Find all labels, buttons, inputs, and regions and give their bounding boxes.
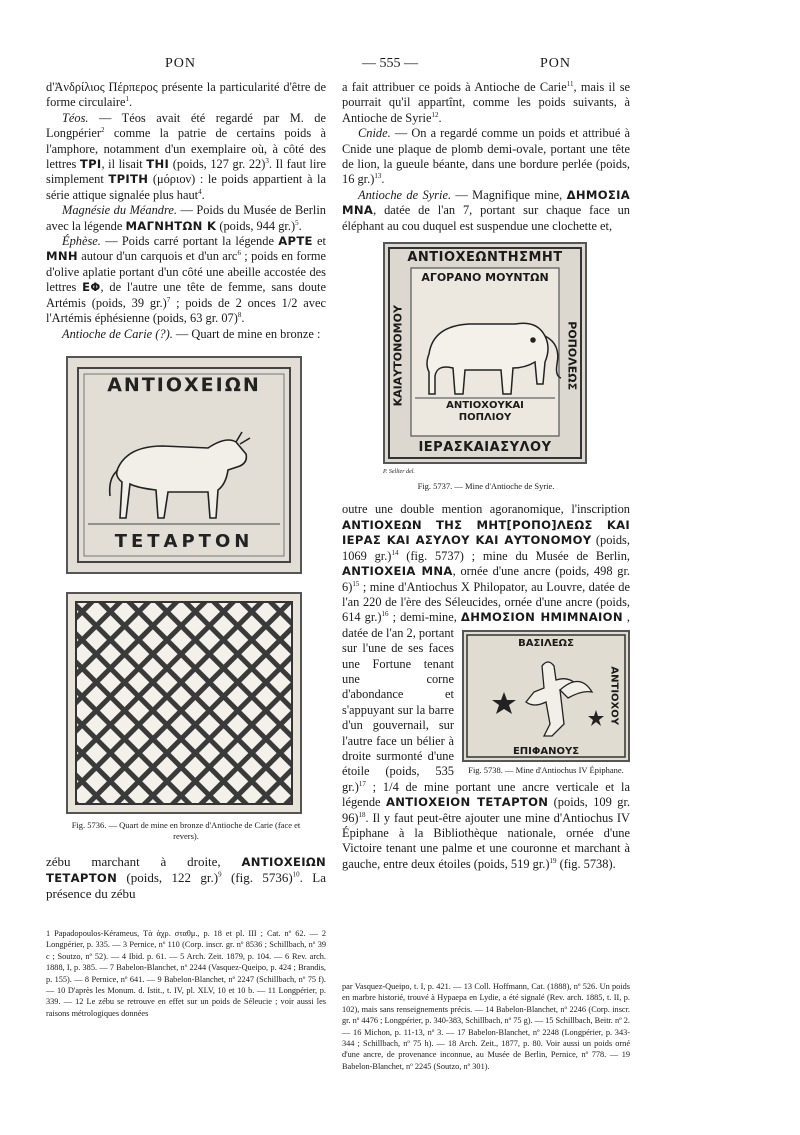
- paragraph-antioche-carie: [46, 327, 326, 342]
- text: (μόριον) : le poids appartient à la série attique signalée plus haut: [46, 172, 326, 202]
- zebu-illustration: [110, 432, 250, 518]
- header-right: PON: [540, 56, 572, 71]
- text: (fig. 5736): [221, 869, 293, 885]
- paragraph-inscriptions: [342, 502, 630, 872]
- figure-caption: Fig. 5736. — Quart de mine en bronze d'Antioche de Carie (face et revers).: [71, 819, 301, 841]
- section-label: Antioche de Carie (?).: [62, 326, 173, 341]
- paragraph-magnesie: Magnésie du Méandre. — Poids du Musée de Berlin avec la légende ΜΑΓΝΗΤΩΝ Κ (poids, 944 gr.)$^5$.: [46, 203, 326, 233]
- section-label: Cnide.: [358, 126, 391, 141]
- footnote-ref[interactable]: 12: [431, 110, 439, 119]
- text: — Poids du Musée de Berlin avec la légende: [46, 203, 326, 233]
- footnote-ref[interactable]: 18: [358, 810, 366, 819]
- greek-legend: ΜΝΗ: [46, 249, 78, 264]
- text: . La présence du zébu: [46, 869, 326, 901]
- text: zébu marchant à droite,: [46, 853, 242, 869]
- footnote-ref[interactable]: 19: [549, 856, 557, 865]
- text: ; 1/4 de mine portant une ancre verticale et la légende: [342, 779, 630, 810]
- text: , ornée d'une ancre (poids, 498 gr. 6): [342, 564, 630, 594]
- text: autour d'un carquois et d'un arc: [77, 249, 238, 264]
- lattice-pattern: [68, 594, 300, 812]
- legend-bottom: ΤΕΤΑΡΤΟΝ: [114, 530, 254, 552]
- footnote-ref[interactable]: 14: [391, 548, 399, 557]
- text: a fait attribuer ce poids à Antioche de Carie: [342, 80, 567, 94]
- text: ; demi-mine,: [388, 610, 461, 625]
- figure-caption: Fig. 5737. — Mine d'Antioche de Syrie.: [417, 481, 555, 492]
- text: .: [381, 172, 385, 187]
- legend-bottom: ΙΕΡΑΣΚΑΙΑΣΥΛΟΥ: [418, 440, 552, 456]
- footnote-ref[interactable]: 10: [292, 870, 300, 879]
- legend-top: ΑΝΤΙΟΧΕΩΝΤΗΣΜΗΤ: [407, 250, 563, 266]
- text: , il lisait: [101, 157, 147, 172]
- greek-legend: ΑΝΤΙΟΧΕΙΟΝ ΤΕΤΑΡΤΟΝ: [385, 795, 549, 810]
- legend-right: ΑΝΤΙΟΧΟΥ: [608, 666, 620, 725]
- weight-antiochus: [462, 630, 630, 762]
- legend-left: ΚΑΙΑΥΤΟΝΟΜΟΥ: [391, 305, 405, 407]
- paragraph-cnide: [342, 126, 630, 188]
- weight-mina-syria: [383, 242, 587, 464]
- footnote-ref[interactable]: 9: [218, 870, 222, 879]
- legend-bottom: ΕΠΙΦΑΝΟΥΣ: [512, 745, 580, 757]
- greek-legend: ΜΑΓΝΗΤΩΝ Κ: [125, 218, 217, 233]
- footnote-ref[interactable]: 8: [237, 310, 242, 319]
- text: , datée de l'an 7, portant sur chaque face un éléphant au cou duquel est suspendue une clochette et,: [342, 203, 630, 233]
- footnote-ref[interactable]: 3: [265, 156, 269, 165]
- figure-5737: [383, 242, 589, 492]
- text: (poids, 127 gr. 22): [169, 157, 266, 172]
- weight-reverse: [66, 592, 302, 814]
- text: . Il faut lire simplement: [46, 157, 327, 187]
- text: — Poids carré portant la légende: [100, 234, 279, 249]
- greek-legend: ΔΗΜΟΣΙΟΝ ΗΜΙΜΝΑΙΟΝ: [460, 610, 623, 625]
- text: — On a regardé comme un poids et attribué à Cnide une plaque de plomb demi-ovale, portant une tête de lion, la gueule béante, dans une bordure perlée (poids, 16 gr.): [342, 126, 630, 187]
- paragraph: [46, 854, 326, 902]
- paragraph-antioche-syrie: [342, 188, 630, 234]
- text: (fig. 5738).: [556, 856, 616, 871]
- footnote-ref[interactable]: 13: [374, 172, 382, 181]
- greek-legend: ΤΗΙ: [146, 157, 170, 172]
- paragraph: [342, 80, 630, 126]
- paragraph: d'Ἀνδρίλιος Πέρπερος présente la particularité d'être de forme circulaire$^1$.: [46, 80, 326, 110]
- footnote-ref[interactable]: 2: [101, 126, 105, 135]
- legend-middle: ΑΝΤΙΟΧΟΥΚΑΙ ΠΟΠΛΙΟΥ: [446, 400, 524, 424]
- text: — Magnifique mine,: [451, 187, 567, 202]
- section-label: Magnésie du Méandre.: [62, 203, 177, 218]
- figure-caption: Fig. 5738. — Mine d'Antiochus IV Épiphane.: [468, 764, 624, 775]
- legend-agoranomos: ΑΓΟΡΑΝΟ ΜΟΥΝΤΩΝ: [421, 271, 549, 285]
- artist-signature: P. Sellier del.: [383, 469, 415, 476]
- text: ; poids de 2 onces 1/2 avec l'Artémis éphésienne (poids, 63 gr. 07): [46, 295, 326, 326]
- victory-illustration: [526, 662, 592, 736]
- section-label: Éphèse.: [62, 234, 101, 249]
- greek-legend: ΑΝΤΙΟΧΕΙΩΝ ΤΕΤΑΡΤΟΝ: [46, 854, 326, 885]
- text: d'Ἀνδρίλιος Πέρπερος présente la particularité d'être de forme circulaire: [46, 80, 326, 110]
- text: comme la patrie de certains poids à l'amphore, notamment d'un exemplaire où, à côté des lettres: [46, 126, 326, 172]
- running-header: [0, 56, 800, 76]
- header-left: PON: [165, 56, 197, 71]
- section-label: Téos.: [62, 110, 89, 125]
- figure-5738: [462, 630, 630, 776]
- legend-top: ΒΑΣΙΛΕΩΣ: [518, 637, 574, 649]
- text: .: [438, 110, 442, 125]
- figure-5736: [66, 356, 306, 842]
- text: et: [312, 234, 326, 249]
- footnote-ref[interactable]: 17: [358, 779, 366, 788]
- greek-legend: ΕΦ: [82, 280, 101, 295]
- text: — Téos avait été regardé par M. de Longpérier: [46, 110, 326, 141]
- text: (poids, 944 gr.): [216, 218, 296, 233]
- footnote-ref[interactable]: 6: [237, 249, 241, 258]
- footnotes-left: 1 Papadopoulos-Kérameus, Τὰ ἀχρ. σταθμ., p. 18 et pl. III ; Cat. nº 62. — 2 Longpérier, p. 335. — 3 Pernice, nº 110 (Corp. inscr. gr. nº 8536 ; Schillbach, nº 39 c ; Soutzo, nº 52). — 4 Ibid. p. 61. — 5 Arch. Zeit. 1879, p. 104. — 6 Rev. arch. 1888, I, p. 385. — 7 Babelon-Blanchet, nº 2244 (Vasquez-Queipo, p. 424 ; Brandis, p. 155). — 8 Pernice, nº 641. — 9 Babelon-Blanchet, nº 2247 (Schillbach, nº 75 f). — 10 D'après les Monum. d. Istit., t. IV, pl. XLV, 10 et 10 b. — 11 Longpérier, p. 339. — 12 Le zébu se retrouve en effet sur un poids de Séleucie ; voir aussi les raisons métrologiques données: [46, 929, 326, 1018]
- text: , datée de l'an 2, portant sur l'une de ses faces une Fortune tenant une corne d'abondance et s'appuyant sur la barre d'un gouvernail, sur l'autre face un bélier à droite surmonté d'une étoile (poids, 535 gr.): [342, 610, 630, 794]
- text: ; mine d'Antiochus X Philopator, au Louvre, datée de l'an 220 de l'ère des Séleucides, ornée d'une ancre (poids, 614 gr.): [342, 579, 630, 625]
- footnote-ref[interactable]: 4: [198, 187, 202, 196]
- paragraph-teos: Téos. — Téos avait été regardé par M. de Longpérier$^2$ comme la patrie de certains poids à l'amphore, notamment d'un exemplaire où, à côté des lettres ΤΡΙ, il lisait ΤΗΙ (poids, 127 gr. 22)$^3$. Il faut lire simplement ΤΡΙΤΗ (μόριον) : le poids appartient à la série attique signalée plus haut$^4$.: [46, 110, 327, 202]
- footnote-ref[interactable]: 11: [566, 79, 574, 88]
- weight-obverse: [66, 356, 302, 574]
- footnote-ref[interactable]: 1: [125, 95, 129, 104]
- left-column: [46, 80, 326, 902]
- text: , de l'autre une tête de femme, sans doute Artémis (poids, 39 gr.): [46, 280, 326, 310]
- text: , mais il se pourrait qu'il appartînt, comme les poids suivants, à Antioche de Syrie: [342, 80, 631, 125]
- greek-legend: ΑΝΤΙΟΧΕΩΝ ΤΗΣ ΜΗΤ[ΡΟΠΟ]ΛΕΩΣ ΚΑΙ ΙΕΡΑΣ ΚΑΙ ΑΣΥΛΟΥ ΚΑΙ ΑΥΤΟΝΟΜΟΥ: [342, 517, 630, 548]
- text: outre une double mention agoranomique, l'inscription: [342, 502, 630, 517]
- text: . Il y faut peut-être ajouter une mine d'Antiochus IV Épiphane à la Bibliothèque nationale, ornée d'une Victoire tenant une palme et une couronne et marchant à gauche, entre deux étoiles (poids, 519 gr.): [342, 810, 630, 871]
- text: (poids, 122 gr.): [117, 869, 219, 885]
- footnote-ref[interactable]: 15: [352, 579, 360, 588]
- greek-legend: ΤΡΙ: [79, 157, 102, 172]
- text: (fig. 5737) ; mine du Musée de Berlin,: [398, 548, 630, 563]
- greek-legend: ΑΝΤΙΟΧΕΙΑ ΜΝΑ: [342, 564, 453, 579]
- footnote-ref[interactable]: 5: [295, 218, 299, 227]
- greek-legend: ΔΗΜΟΣΙΑ ΜΝΑ: [342, 187, 630, 218]
- greek-legend: ΤΡΙΤΗ: [108, 172, 149, 187]
- text: (poids, 1069 gr.): [342, 533, 630, 563]
- greek-legend: ΑΡΤΕ: [278, 234, 313, 249]
- footnote-ref[interactable]: 16: [381, 610, 389, 619]
- text: (poids, 109 gr. 96): [342, 795, 630, 825]
- page-number: — 555 —: [362, 56, 418, 71]
- footnotes-right: par Vasquez-Queipo, t. I, p. 421. — 13 Coll. Hoffmann, Cat. (1888), nº 526. Un poids en marbre historié, trouvé à Hypaepa en Lydie, a été signalé (Rev. arch. 1885, t. II, p. 102), mais sans renseignements précis. — 14 Babelon-Blanchet, nº 2246 (Corp. inscr. gr. nº 4476 ; Longpérier, p. 340-383, Schillbach, nº 75 g). — 15 Schillbach, Beitr. nº 2. — 16 Michon, p. 11-13, nº 3. — 17 Babelon-Blanchet, nº 2248 (Longpérier, p. 343-344 ; Schillbach, nº 75 h). — 18 Arch. Zeit., 1877, p. 80. Voir aussi un poids orné d'une ancre, de provenance inconnue, au Musée de Berlin, Pernice, nº 778. — 19 Babelon-Blanchet, nº 2245 (Soutzo, nº 301).: [342, 982, 630, 1071]
- legend-top: ΑΝΤΙΟΧΕΙΩΝ: [107, 373, 261, 396]
- footnote-ref[interactable]: 7: [166, 295, 171, 304]
- right-column: [342, 80, 630, 872]
- legend-right: ΡΟΠΟΛΕΩΣ: [565, 321, 579, 391]
- paragraph-ephese: Éphèse. — Poids carré portant la légende ΑΡΤΕ et ΜΝΗ autour d'un carquois et d'un arc$^6$ ; poids en forme d'olive aplatie portant d'un côté une abeille accostée des lettres ΕΦ, de l'autre une tête de femme, sans doute Artémis (poids, 39 gr.)$^7$ ; poids de 2 onces 1/2 avec l'Artémis éphésienne (poids, 63 gr. 07)$^8$.: [46, 234, 327, 326]
- section-label: Antioche de Syrie.: [358, 187, 452, 202]
- text: ; poids en forme d'olive aplatie portant d'un côté une abeille accostée des lettres: [46, 249, 327, 295]
- text: — Quart de mine en bronze :: [172, 326, 321, 341]
